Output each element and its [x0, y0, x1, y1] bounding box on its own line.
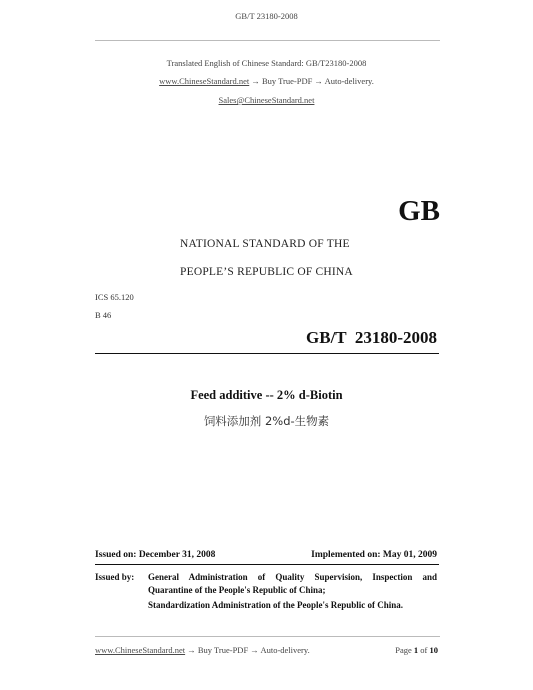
header-site-link[interactable]: www.ChineseStandard.net [159, 76, 250, 86]
running-title: GB/T 23180-2008 [235, 11, 298, 21]
gb-logo: GB [398, 195, 440, 227]
title-english: Feed additive -- 2% d-Biotin [190, 388, 343, 402]
implemented-on: Implemented on: May 01, 2009 [311, 550, 437, 560]
issued-by-label: Issued by: [95, 572, 135, 582]
issued-by-line-2: Quarantine of the People's Republic of China; [148, 585, 326, 595]
issued-by-line-3: Standardization Administration of the People's Republic of China. [148, 600, 404, 610]
page-total: 10 [429, 645, 438, 655]
footer-buy-text: → Buy True-PDF → Auto-delivery. [187, 645, 310, 655]
dates-rule [95, 564, 439, 565]
issued-on: Issued on: December 31, 2008 [95, 550, 216, 560]
title-chinese: 饲料添加剂 2%d-生物素 [203, 414, 330, 428]
header-promo-line [0, 76, 533, 86]
page-label: Page [395, 645, 412, 655]
national-standard-line-2: PEOPLE’S REPUBLIC OF CHINA [180, 266, 353, 278]
footer-promo-line [95, 645, 310, 655]
of-label: of [420, 645, 428, 655]
header-divider [95, 40, 440, 41]
footer-site-link[interactable]: www.ChineseStandard.net [95, 645, 186, 655]
header-buy-text: → Buy True-PDF → Auto-delivery. [251, 76, 374, 86]
email-link[interactable]: Sales@ChineseStandard.net [218, 95, 315, 105]
standard-number-rule [95, 353, 439, 354]
ics-code: ICS 65.120 [95, 292, 134, 302]
issued-by-line-1: General Administration of Quality Supervision, Inspection and [148, 572, 437, 582]
national-standard-line-1: NATIONAL STANDARD OF THE [180, 238, 350, 250]
header-email-line [0, 95, 533, 105]
translated-line: Translated English of Chinese Standard: GB/T23180-2008 [166, 58, 367, 68]
footer-divider [95, 636, 440, 637]
page-indicator [360, 645, 438, 655]
page-number: 1 [413, 645, 419, 655]
class-code: B 46 [95, 310, 112, 320]
standard-number: GB/T 23180-2008 [306, 328, 437, 347]
